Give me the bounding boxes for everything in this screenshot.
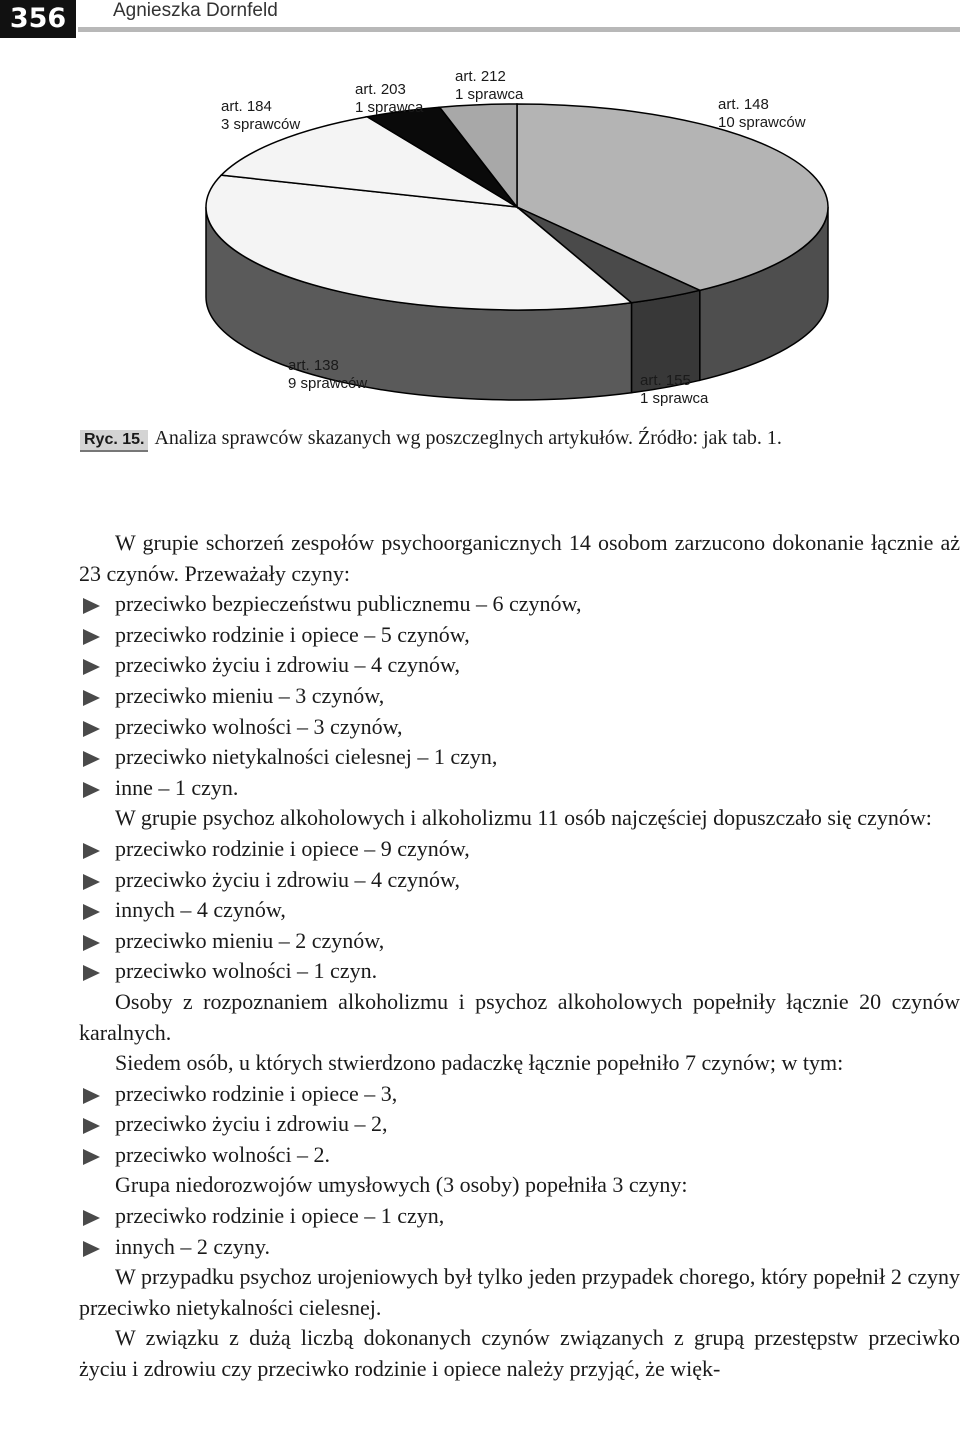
bullet-arrow-icon xyxy=(83,935,100,951)
list-item: przeciwko wolności – 1 czyn. xyxy=(79,956,960,987)
label-art184 xyxy=(221,98,300,134)
list-item: przeciwko wolności – 3 czynów, xyxy=(79,712,960,743)
list-3 xyxy=(79,1079,960,1171)
paragraph-6: W przypadku psychoz urojeniowych był tylko jeden przypadek chorego, który popełnił 2 czyny przeciwko nietykalności cielesnej. xyxy=(79,1264,960,1320)
list-2 xyxy=(79,834,960,987)
header-rule xyxy=(78,27,960,32)
list-4 xyxy=(79,1201,960,1262)
label-art212-title: art. 212 xyxy=(455,68,506,85)
figure-caption-tag: Ryc. 15. xyxy=(80,430,148,452)
list-item: przeciwko życiu i zdrowiu – 4 czynów, xyxy=(79,865,960,896)
paragraph-4: Siedem osób, u których stwierdzono padaczkę łącznie popełniło 7 czynów; w tym: xyxy=(115,1050,844,1076)
paragraph-3: Osoby z rozpoznaniem alkoholizmu i psychoz alkoholowych popełniły łącznie 20 czynów karalnych. xyxy=(79,988,960,1045)
label-art155-title: art. 155 xyxy=(640,372,691,389)
list-item: przeciwko rodzinie i opiece – 1 czyn, xyxy=(79,1201,960,1232)
bullet-arrow-icon xyxy=(83,874,100,890)
paragraph-2: W grupie psychoz alkoholowych i alkoholizmu 11 osób najczęściej dopuszczało się czynów: xyxy=(115,805,932,831)
paragraph-7: W związku z dużą liczbą dokonanych czynów związanych z grupą przestępstw przeciwko życiu i zdrowiu czy przeciwko rodzinie i opiece należy przyjąć, że więk- xyxy=(79,1325,960,1382)
list-item: przeciwko rodzinie i opiece – 3, xyxy=(79,1079,960,1110)
bullet-arrow-icon xyxy=(83,965,100,981)
label-art138-title: art. 138 xyxy=(288,357,339,374)
list-item: innych – 2 czyny. xyxy=(79,1232,960,1263)
label-art203 xyxy=(355,81,423,117)
label-art138 xyxy=(288,357,367,393)
bullet-arrow-icon xyxy=(83,721,100,737)
list-item: przeciwko nietykalności cielesnej – 1 czyn, xyxy=(79,742,960,773)
label-art184-count: 3 sprawców xyxy=(221,116,301,133)
pie-figure xyxy=(0,60,960,420)
bullet-arrow-icon xyxy=(83,843,100,859)
label-art212 xyxy=(455,68,523,104)
paragraph-5: Grupa niedorozwojów umysłowych (3 osoby) popełniła 3 czyny: xyxy=(115,1172,688,1198)
paragraph-1: W grupie schorzeń zespołów psychoorganicznych 14 osobom zarzucono dokonanie łącznie aż 23 czynów. Przeważały czyny: xyxy=(79,530,960,586)
list-item: przeciwko rodzinie i opiece – 9 czynów, xyxy=(79,834,960,865)
list-item: przeciwko życiu i zdrowiu – 2, xyxy=(79,1109,960,1140)
bullet-arrow-icon xyxy=(83,1118,100,1134)
label-art155-count: 1 sprawca xyxy=(640,390,709,407)
label-art148-title: art. 148 xyxy=(718,96,769,113)
label-art184-title: art. 184 xyxy=(221,98,272,115)
list-item: przeciwko rodzinie i opiece – 5 czynów, xyxy=(79,620,960,651)
list-item: inne – 1 czyn. xyxy=(79,773,960,804)
label-art203-title: art. 203 xyxy=(355,81,406,98)
bullet-arrow-icon xyxy=(83,598,100,614)
label-art138-count: 9 sprawców xyxy=(288,375,368,392)
list-1 xyxy=(79,589,960,803)
figure-caption-text: Analiza sprawców skazanych wg poszczeglnych artykułów. Źródło: jak tab. 1. xyxy=(154,427,782,449)
bullet-arrow-icon xyxy=(83,904,100,920)
figure-caption xyxy=(80,425,782,452)
bullet-arrow-icon xyxy=(83,1210,100,1226)
page-header xyxy=(0,0,960,40)
label-art212-count: 1 sprawca xyxy=(455,86,524,103)
pie-chart xyxy=(0,60,960,420)
list-item: innych – 4 czynów, xyxy=(79,895,960,926)
list-item: przeciwko życiu i zdrowiu – 4 czynów, xyxy=(79,650,960,681)
bullet-arrow-icon xyxy=(83,1241,100,1257)
bullet-arrow-icon xyxy=(83,1088,100,1104)
list-item: przeciwko mieniu – 3 czynów, xyxy=(79,681,960,712)
list-item: przeciwko wolności – 2. xyxy=(79,1140,960,1171)
list-item: przeciwko mieniu – 2 czynów, xyxy=(79,926,960,957)
bullet-arrow-icon xyxy=(83,751,100,767)
bullet-arrow-icon xyxy=(83,782,100,798)
bullet-arrow-icon xyxy=(83,659,100,675)
bullet-arrow-icon xyxy=(83,1149,100,1165)
list-item: przeciwko bezpieczeństwu publicznemu – 6 czynów, xyxy=(79,589,960,620)
label-art203-count: 1 sprawca xyxy=(355,99,424,116)
running-head-author: Agnieszka Dornfeld xyxy=(113,0,278,21)
label-art148-count: 10 sprawców xyxy=(718,114,806,131)
bullet-arrow-icon xyxy=(83,690,100,706)
label-art155 xyxy=(640,372,708,408)
page-number: 356 xyxy=(0,0,76,38)
body-text xyxy=(79,528,960,1385)
label-art148 xyxy=(718,96,806,132)
bullet-arrow-icon xyxy=(83,629,100,645)
